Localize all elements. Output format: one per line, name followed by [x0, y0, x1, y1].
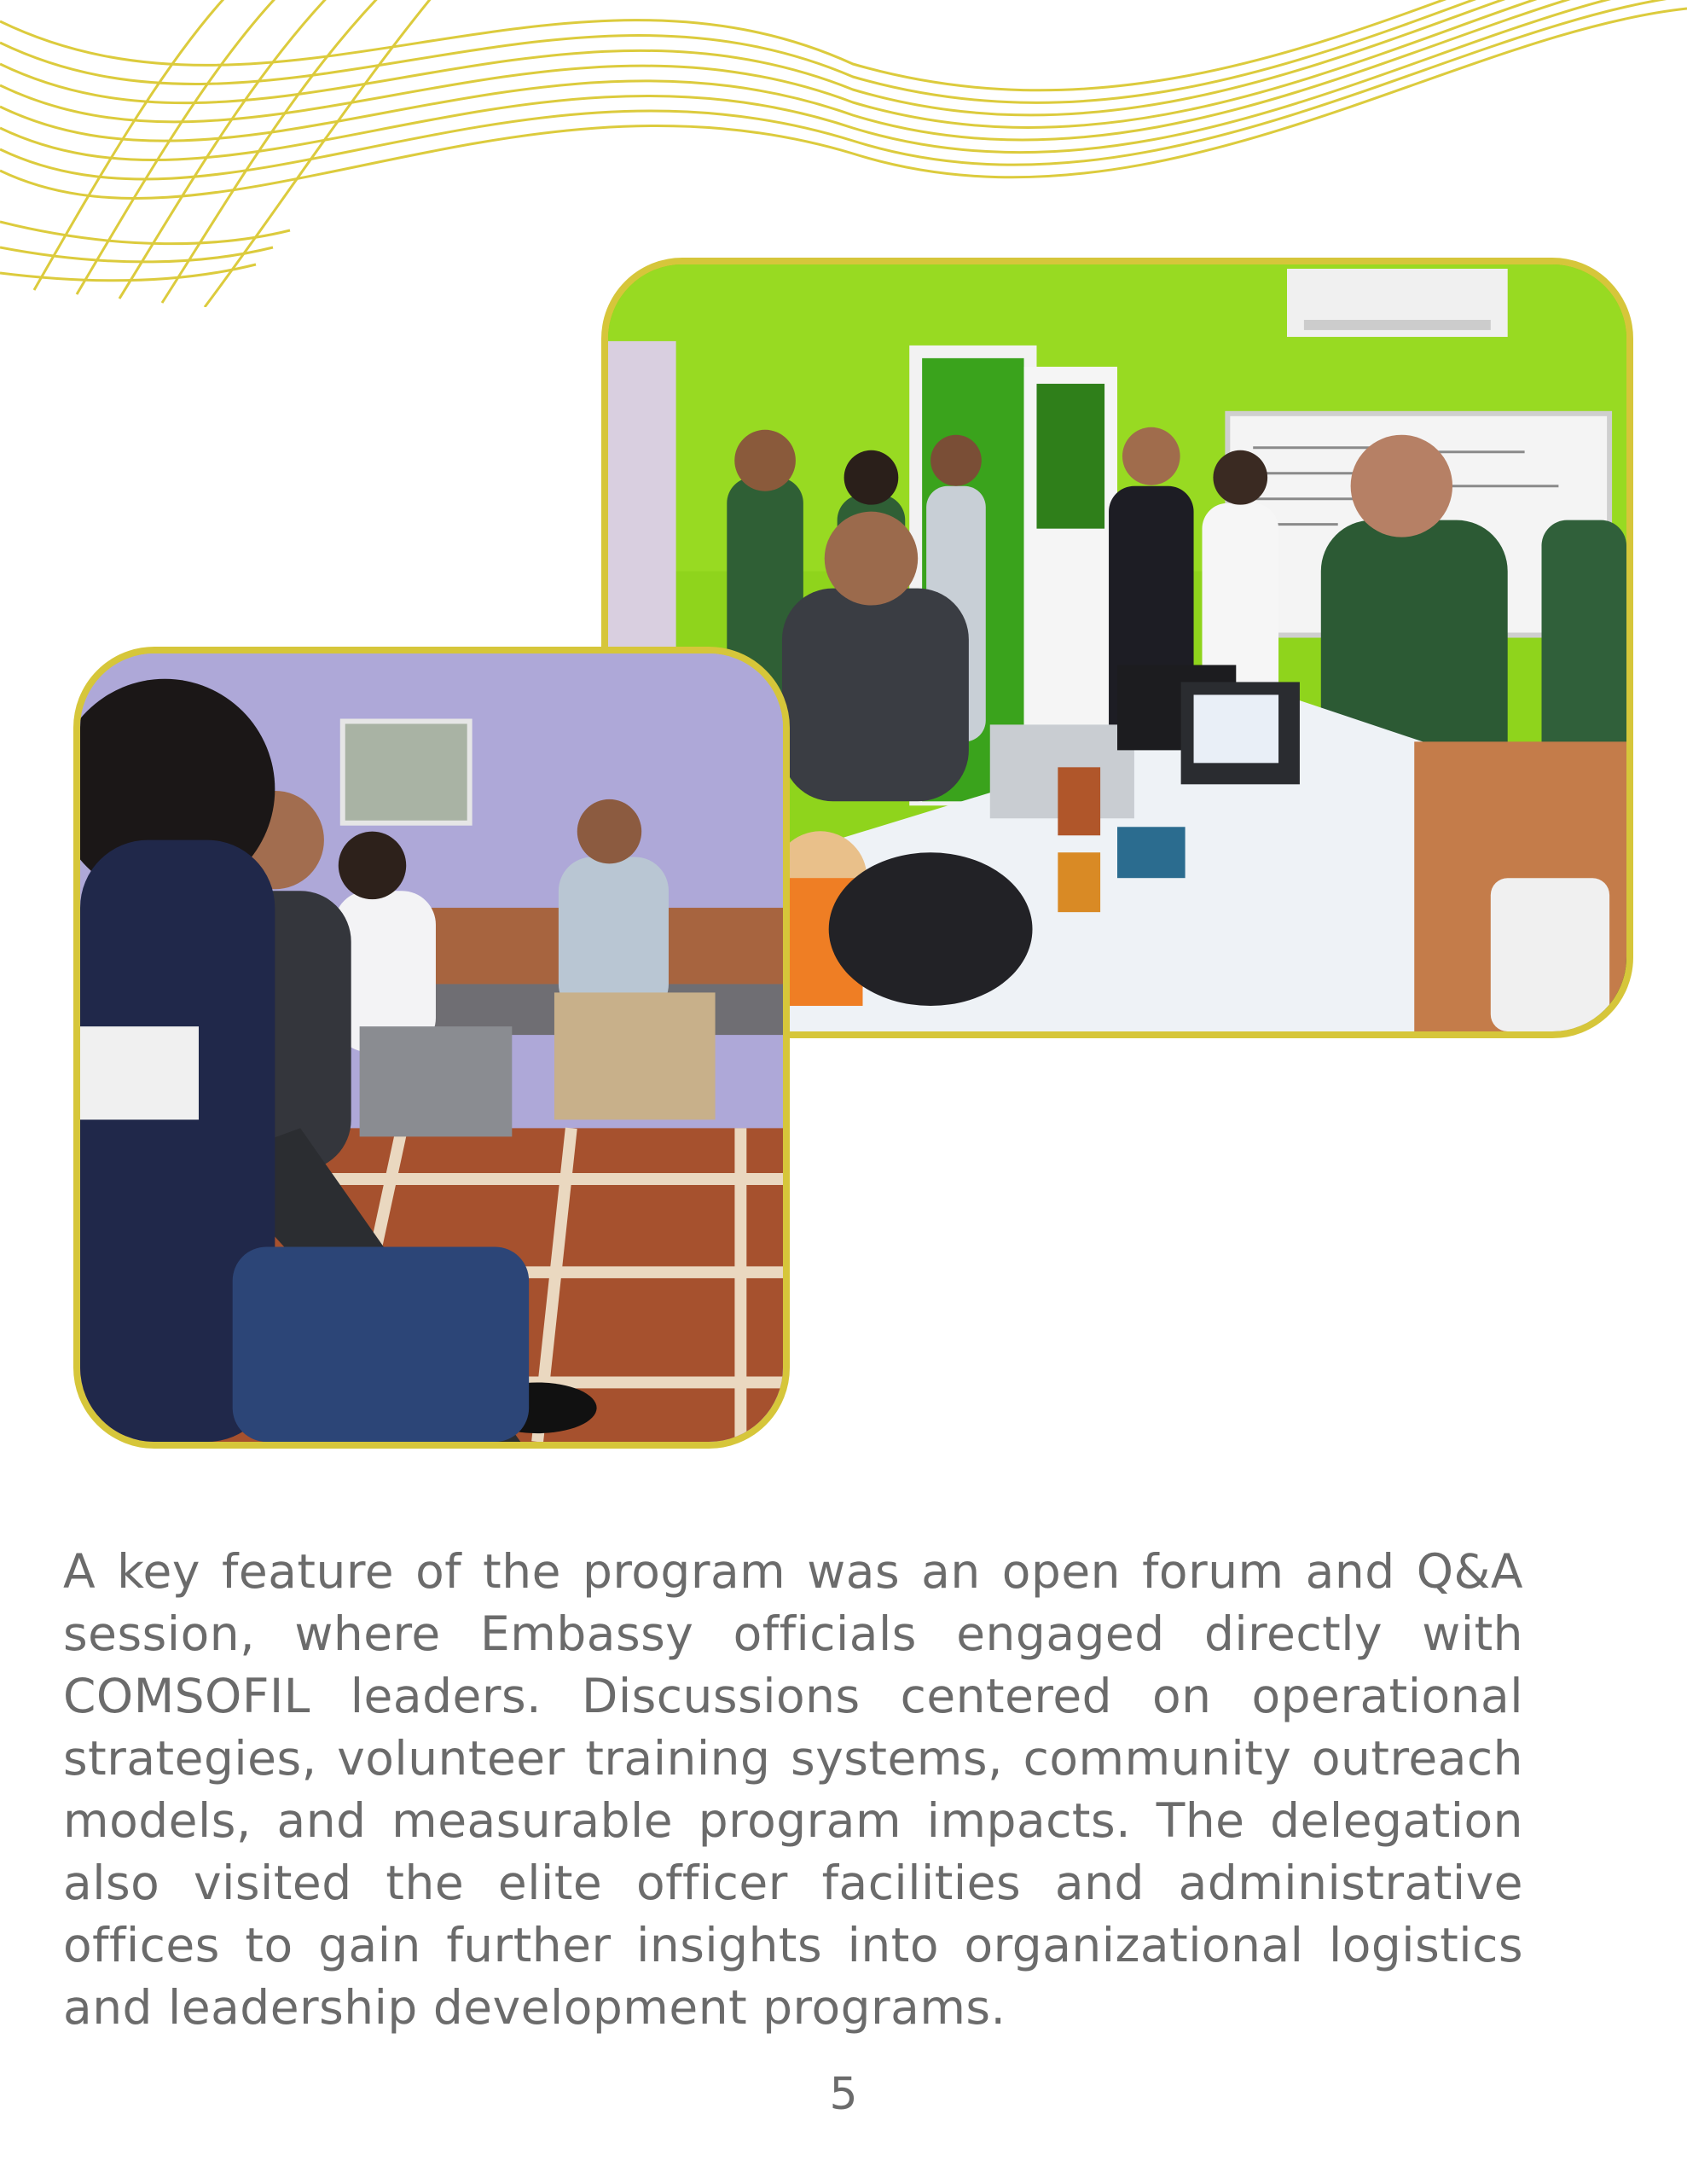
body-paragraph: A key feature of the program was an open forum and Q&A session, where Embassy officials engaged directly with COMSOFIL leaders. Discussions centered on operational strategies, volunteer training systems, community outreach models, and measurable program impacts. The delegation also visited the elite officer facilities and administrative offices to gain further insights into organizational logistics and leadership development programs. — [63, 1544, 1523, 2035]
seated-discussion-illustration — [80, 653, 783, 1442]
seated-discussion-photo — [73, 647, 790, 1449]
page-number: 5 — [829, 2069, 858, 2120]
